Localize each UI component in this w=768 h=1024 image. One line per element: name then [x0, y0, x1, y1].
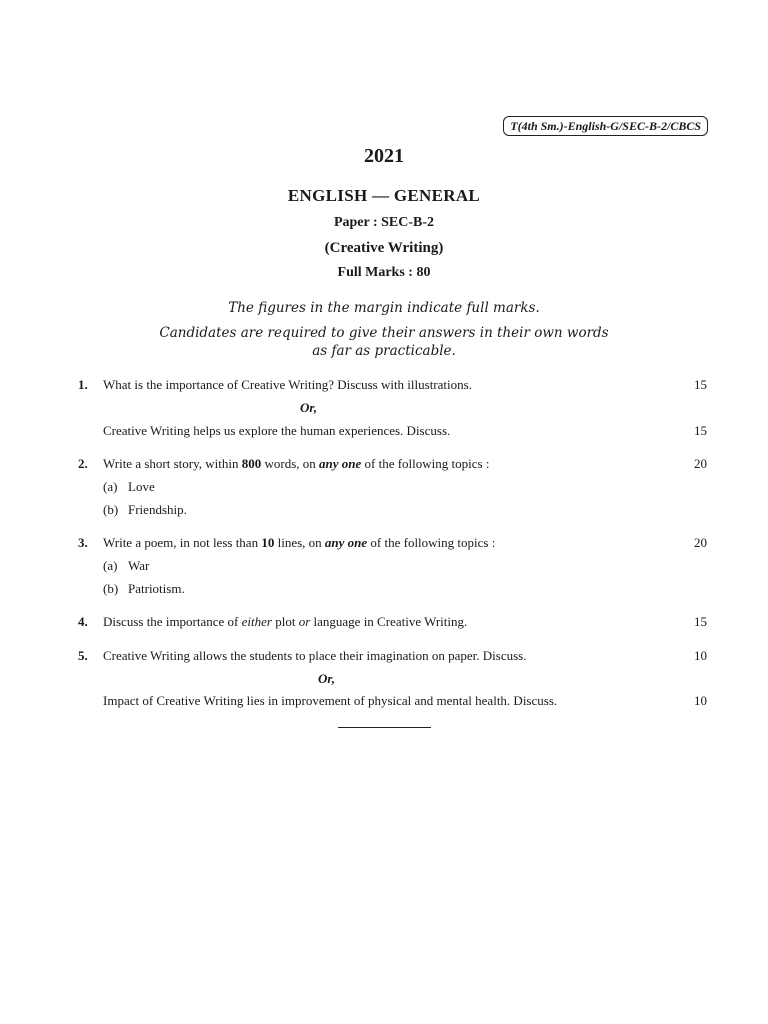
question-text: Impact of Creative Writing lies in improvement of physical and mental health. Discuss.	[103, 693, 558, 708]
instruction-line-1: The figures in the margin indicate full marks.	[228, 300, 540, 316]
question-text: What is the importance of Creative Writing? Discuss with illustrations.	[103, 377, 472, 392]
question-marks: 15	[694, 423, 707, 438]
question-number: 3.	[78, 535, 88, 550]
full-marks: Full Marks : 80	[337, 265, 431, 280]
question-text: Creative Writing helps us explore the human experiences. Discuss.	[103, 423, 451, 438]
instruction-line-2: Candidates are required to give their answers in their own words	[159, 325, 609, 341]
question-text: Discuss the importance of either plot or language in Creative Writing.	[103, 614, 468, 629]
question-text: Creative Writing allows the students to place their imagination on paper. Discuss.	[103, 648, 527, 663]
instruction-line-3: as far as practicable.	[312, 343, 456, 359]
question-marks: 15	[694, 614, 707, 629]
paper-code: Paper : SEC-B-2	[333, 215, 435, 230]
question-number: 2.	[78, 456, 88, 471]
exam-year: 2021	[364, 145, 404, 167]
question-text: Write a short story, within 800 words, on any one of the following topics :	[103, 456, 490, 471]
question-number: 5.	[78, 648, 88, 663]
question-marks: 10	[694, 648, 707, 663]
option-a: (a) Love	[103, 479, 155, 494]
paper-title: (Creative Writing)	[324, 240, 444, 256]
end-divider	[338, 727, 431, 728]
option-b: (b) Patriotism.	[103, 581, 185, 596]
paper-code-box: T(4th Sm.)-English-G/SEC-B-2/CBCS	[503, 116, 708, 136]
question-number: 1.	[78, 377, 88, 392]
question-marks: 20	[694, 456, 707, 471]
question-marks: 15	[694, 377, 707, 392]
option-a: (a) War	[103, 558, 150, 573]
question-text: Write a poem, in not less than 10 lines, on any one of the following topics :	[103, 535, 496, 550]
option-b: (b) Friendship.	[103, 502, 187, 517]
or-separator: Or,	[300, 400, 317, 415]
question-marks: 20	[694, 535, 707, 550]
subject-title: ENGLISH — GENERAL	[287, 186, 481, 205]
question-marks: 10	[694, 693, 707, 708]
question-number: 4.	[78, 614, 88, 629]
or-separator: Or,	[318, 671, 335, 686]
